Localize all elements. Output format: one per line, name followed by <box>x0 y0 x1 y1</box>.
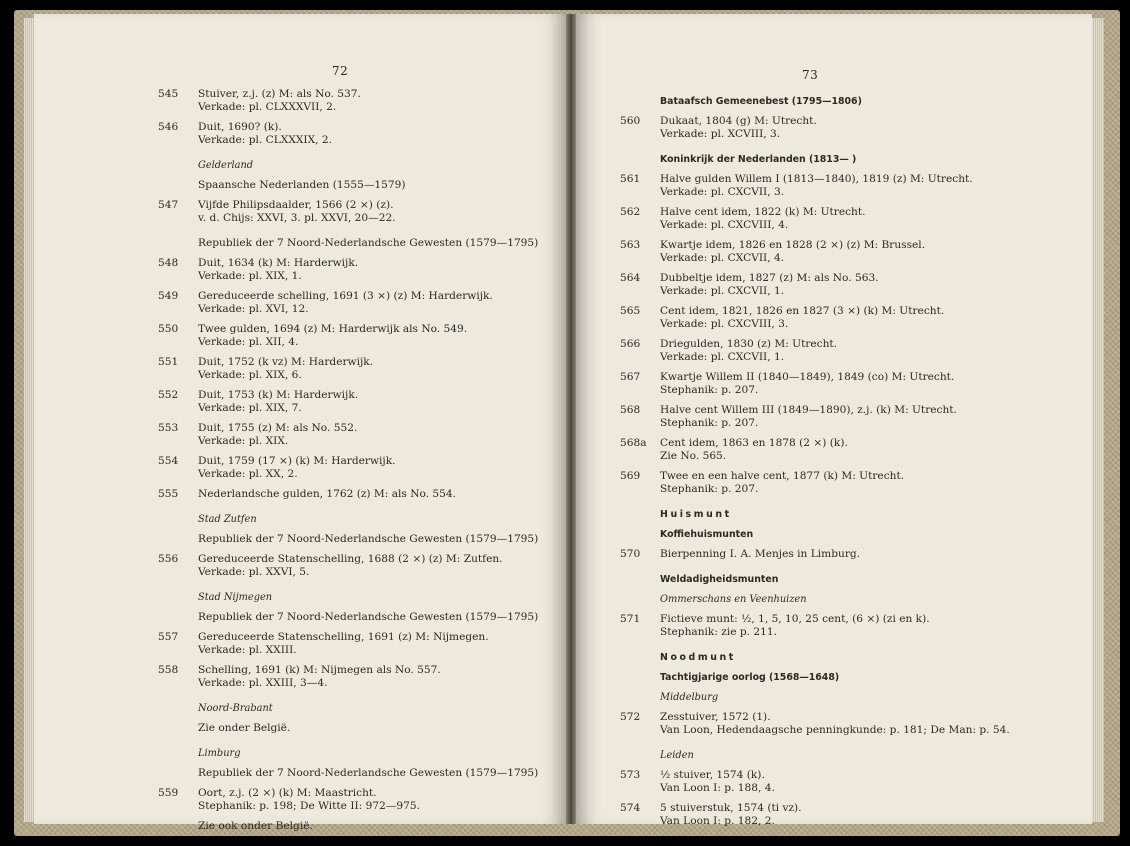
spacer <box>158 715 558 722</box>
spacer <box>620 795 1080 802</box>
catalogue-entry <box>158 121 558 147</box>
entry-description: Twee en een halve cent, 1877 (k) M: Utrecht. <box>660 470 905 482</box>
entry-number: 564 <box>620 272 641 284</box>
entry-description: ½ stuiver, 1574 (k). <box>660 769 765 781</box>
entry-number: 566 <box>620 338 641 350</box>
spacer <box>620 265 1080 272</box>
entry-reference: Verkade: pl. CXCVII, 3. <box>660 186 785 198</box>
region-heading: Gelderland <box>198 160 254 171</box>
section-heading: Tachtigjarige oorlog (1568—1648) <box>660 672 840 683</box>
entry-description: Dubbeltje idem, 1827 (z) M: als No. 563. <box>660 272 879 284</box>
section-heading: Weldadigheidsmunten <box>660 574 779 585</box>
entry-reference: Verkade: pl. XIX, 7. <box>198 402 302 414</box>
entry-number: 570 <box>620 548 641 560</box>
entry-reference: Zie No. 565. <box>660 450 727 462</box>
entry-description: Driegulden, 1830 (z) M: Utrecht. <box>660 338 838 350</box>
catalogue-entry <box>620 305 1080 331</box>
region-heading: Middelburg <box>660 692 719 703</box>
spacer <box>158 415 558 422</box>
entry-description: Kwartje Willem II (1840—1849), 1849 (co) M: Utrecht. <box>660 371 955 383</box>
spacer <box>158 283 558 290</box>
spacer <box>620 521 1080 528</box>
spacer <box>158 604 558 611</box>
catalogue-entry <box>620 206 1080 232</box>
spacer <box>620 639 1080 651</box>
page-edges-right <box>1092 18 1104 822</box>
entry-number: 567 <box>620 371 641 383</box>
spacer <box>620 232 1080 239</box>
entry-reference: Stephanik: p. 207. <box>660 384 759 396</box>
spacer <box>620 606 1080 613</box>
entry-reference: Verkade: pl. CLXXXIX, 2. <box>198 134 332 146</box>
entry-reference: Verkade: pl. XXVI, 5. <box>198 566 310 578</box>
section-heading: Noodmunt <box>660 652 736 663</box>
right-page-content <box>620 95 1080 828</box>
entry-description: Duit, 1634 (k) M: Harderwijk. <box>198 257 359 269</box>
entry-reference: Stephanik: p. 207. <box>660 483 759 495</box>
spacer <box>620 496 1080 508</box>
catalogue-entry <box>620 613 1080 639</box>
catalogue-entry <box>620 272 1080 298</box>
catalogue-entry <box>158 199 558 225</box>
entry-number: 558 <box>158 664 179 676</box>
spacer <box>158 316 558 323</box>
region-heading: Ommerschans en Veenhuizen <box>660 594 807 605</box>
left-page-content <box>158 88 558 833</box>
catalogue-entry <box>620 769 1080 795</box>
spacer <box>620 430 1080 437</box>
spacer <box>620 664 1080 671</box>
catalogue-entry <box>158 290 558 316</box>
section-heading: Zie ook onder België. <box>198 820 313 832</box>
spacer <box>158 690 558 702</box>
spacer <box>158 579 558 591</box>
entry-number: 568a <box>620 437 647 449</box>
catalogue-entry <box>158 323 558 349</box>
entry-description: Duit, 1752 (k vz) M: Harderwijk. <box>198 356 374 368</box>
page-number: 72 <box>332 64 349 78</box>
spacer <box>620 166 1080 173</box>
spacer <box>620 737 1080 749</box>
catalogue-entry <box>158 553 558 579</box>
entry-reference: Verkade: pl. XIX, 1. <box>198 270 302 282</box>
spacer <box>158 225 558 237</box>
spacer <box>620 561 1080 573</box>
entry-number: 548 <box>158 257 179 269</box>
entry-description: Cent idem, 1821, 1826 en 1827 (3 ×) (k) M: Utrecht. <box>660 305 945 317</box>
spacer <box>158 448 558 455</box>
entry-reference: Verkade: pl. XCVIII, 3. <box>660 128 781 140</box>
entry-number: 574 <box>620 802 641 814</box>
entry-description: Stuiver, z.j. (z) M: als No. 537. <box>198 88 361 100</box>
section-heading: Bataafsch Gemeenebest (1795—1806) <box>660 96 862 107</box>
entry-description: Duit, 1755 (z) M: als No. 552. <box>198 422 358 434</box>
spacer <box>158 526 558 533</box>
entry-description: Bierpenning I. A. Menjes in Limburg. <box>660 548 861 560</box>
entry-description: Duit, 1753 (k) M: Harderwijk. <box>198 389 359 401</box>
catalogue-entry <box>158 88 558 114</box>
entry-reference: v. d. Chijs: XXVI, 3. pl. XXVI, 20—22. <box>198 212 396 224</box>
entry-description: 5 stuiverstuk, 1574 (ti vz). <box>660 802 802 814</box>
spacer <box>158 382 558 389</box>
entry-number: 553 <box>158 422 179 434</box>
spacer <box>158 147 558 159</box>
spacer <box>620 108 1080 115</box>
entry-reference: Verkade: pl. CXCVII, 1. <box>660 351 785 363</box>
section-heading: Koninkrijk der Nederlanden (1813— ) <box>660 154 857 165</box>
spacer <box>158 501 558 513</box>
entry-description: Dukaat, 1804 (g) M: Utrecht. <box>660 115 817 127</box>
catalogue-entry <box>158 422 558 448</box>
entry-reference: Stephanik: p. 207. <box>660 417 759 429</box>
entry-reference: Verkade: pl. CXCVII, 1. <box>660 285 785 297</box>
entry-reference: Verkade: pl. XIX, 6. <box>198 369 302 381</box>
entry-description: Gereduceerde schelling, 1691 (3 ×) (z) M: Harderwijk. <box>198 290 493 302</box>
entry-number: 571 <box>620 613 641 625</box>
entry-description: Halve gulden Willem I (1813—1840), 1819 (z) M: Utrecht. <box>660 173 973 185</box>
spacer <box>158 192 558 199</box>
entry-reference: Verkade: pl. XX, 2. <box>198 468 298 480</box>
entry-reference: Stephanik: zie p. 211. <box>660 626 777 638</box>
catalogue-entry <box>620 371 1080 397</box>
catalogue-entry <box>620 711 1080 737</box>
spacer <box>158 780 558 787</box>
section-heading: Koffiehuismunten <box>660 529 754 540</box>
entry-description: Schelling, 1691 (k) M: Nijmegen als No. 557. <box>198 664 441 676</box>
section-heading: Huismunt <box>660 509 732 520</box>
spacer <box>620 463 1080 470</box>
entry-description: Fictieve munt: ½, 1, 5, 10, 25 cent, (6 ×) (zi en k). <box>660 613 930 625</box>
spacer <box>620 199 1080 206</box>
catalogue-entry <box>158 455 558 481</box>
spacer <box>158 349 558 356</box>
entry-reference: Verkade: pl. CLXXXVII, 2. <box>198 101 337 113</box>
spacer <box>620 397 1080 404</box>
entry-number: 560 <box>620 115 641 127</box>
spacer <box>620 684 1080 691</box>
entry-number: 551 <box>158 356 179 368</box>
section-heading: Republiek der 7 Noord-Nederlandsche Gewesten (1579—1795) <box>198 533 539 545</box>
spacer <box>158 624 558 631</box>
left-page <box>34 14 566 832</box>
region-heading: Limburg <box>198 748 241 759</box>
entry-reference: Van Loon I: p. 182, 2. <box>660 815 775 827</box>
spacer <box>158 546 558 553</box>
entry-description: Oort, z.j. (2 ×) (k) M: Maastricht. <box>198 787 377 799</box>
entry-reference: Van Loon I: p. 188, 4. <box>660 782 775 794</box>
spacer <box>158 481 558 488</box>
catalogue-entry <box>158 356 558 382</box>
spacer <box>620 141 1080 153</box>
section-heading: Spaansche Nederlanden (1555—1579) <box>198 179 406 191</box>
spacer <box>158 172 558 179</box>
catalogue-entry <box>158 664 558 690</box>
entry-description: Vijfde Philipsdaalder, 1566 (2 ×) (z). <box>198 199 394 211</box>
book-gutter <box>566 14 576 824</box>
spacer <box>158 657 558 664</box>
entry-number: 562 <box>620 206 641 218</box>
region-heading: Leiden <box>660 750 694 761</box>
catalogue-entry <box>620 173 1080 199</box>
entry-number: 552 <box>158 389 179 401</box>
catalogue-entry <box>158 488 558 501</box>
entry-reference: Verkade: pl. XXIII, 3—4. <box>198 677 328 689</box>
spacer <box>620 762 1080 769</box>
spacer <box>620 541 1080 548</box>
entry-reference: Verkade: pl. XVI, 12. <box>198 303 309 315</box>
catalogue-entry <box>620 802 1080 828</box>
entry-number: 561 <box>620 173 641 185</box>
entry-number: 550 <box>158 323 179 335</box>
entry-reference: Verkade: pl. XIX. <box>198 435 289 447</box>
entry-number: 546 <box>158 121 179 133</box>
section-heading: Republiek der 7 Noord-Nederlandsche Gewesten (1579—1795) <box>198 611 539 623</box>
entry-reference: Verkade: pl. CXCVIII, 3. <box>660 318 789 330</box>
catalogue-entry <box>158 787 558 813</box>
entry-reference: Van Loon, Hedendaagsche penningkunde: p. 181; De Man: p. 54. <box>660 724 1010 736</box>
catalogue-entry <box>620 437 1080 463</box>
entry-number: 547 <box>158 199 179 211</box>
catalogue-entry <box>158 257 558 283</box>
entry-description: Duit, 1759 (17 ×) (k) M: Harderwijk. <box>198 455 396 467</box>
entry-description: Kwartje idem, 1826 en 1828 (2 ×) (z) M: Brussel. <box>660 239 926 251</box>
entry-number: 568 <box>620 404 641 416</box>
entry-reference: Stephanik: p. 198; De Witte II: 972—975. <box>198 800 421 812</box>
entry-reference: Verkade: pl. CXCVIII, 4. <box>660 219 789 231</box>
entry-number: 559 <box>158 787 179 799</box>
entry-description: Gereduceerde Statenschelling, 1688 (2 ×) (z) M: Zutfen. <box>198 553 503 565</box>
catalogue-entry <box>620 470 1080 496</box>
spacer <box>158 760 558 767</box>
entry-description: Cent idem, 1863 en 1878 (2 ×) (k). <box>660 437 848 449</box>
catalogue-entry <box>158 389 558 415</box>
spacer <box>620 586 1080 593</box>
spacer <box>620 298 1080 305</box>
spacer <box>158 735 558 747</box>
entry-number: 555 <box>158 488 179 500</box>
entry-number: 554 <box>158 455 179 467</box>
entry-number: 549 <box>158 290 179 302</box>
entry-description: Halve cent Willem III (1849—1890), z.j. (k) M: Utrecht. <box>660 404 957 416</box>
catalogue-entry <box>620 548 1080 561</box>
catalogue-entry <box>158 631 558 657</box>
right-page <box>576 14 1092 827</box>
entry-description: Gereduceerde Statenschelling, 1691 (z) M: Nijmegen. <box>198 631 489 643</box>
catalogue-entry <box>620 404 1080 430</box>
entry-number: 569 <box>620 470 641 482</box>
entry-reference: Verkade: pl. XII, 4. <box>198 336 299 348</box>
entry-description: Zesstuiver, 1572 (1). <box>660 711 771 723</box>
page-number: 73 <box>802 68 819 82</box>
spacer <box>620 331 1080 338</box>
catalogue-entry <box>620 338 1080 364</box>
entry-number: 557 <box>158 631 179 643</box>
region-heading: Stad Nijmegen <box>198 592 273 603</box>
entry-description: Nederlandsche gulden, 1762 (z) M: als No. 554. <box>198 488 457 500</box>
region-heading: Stad Zutfen <box>198 514 257 525</box>
entry-reference: Verkade: pl. XXIII. <box>198 644 297 656</box>
catalogue-entry <box>620 239 1080 265</box>
catalogue-entry <box>620 115 1080 141</box>
entry-number: 556 <box>158 553 179 565</box>
entry-description: Halve cent idem, 1822 (k) M: Utrecht. <box>660 206 866 218</box>
entry-reference: Verkade: pl. CXCVII, 4. <box>660 252 785 264</box>
entry-description: Duit, 1690? (k). <box>198 121 282 133</box>
spacer <box>158 250 558 257</box>
entry-number: 573 <box>620 769 641 781</box>
entry-number: 545 <box>158 88 179 100</box>
section-heading: Republiek der 7 Noord-Nederlandsche Gewesten (1579—1795) <box>198 767 539 779</box>
entry-number: 572 <box>620 711 641 723</box>
page-edges-left <box>24 18 34 822</box>
spacer <box>620 364 1080 371</box>
section-heading: Zie onder België. <box>198 722 291 734</box>
section-heading: Republiek der 7 Noord-Nederlandsche Gewesten (1579—1795) <box>198 237 539 249</box>
entry-description: Twee gulden, 1694 (z) M: Harderwijk als No. 549. <box>198 323 468 335</box>
entry-number: 565 <box>620 305 641 317</box>
entry-number: 563 <box>620 239 641 251</box>
spacer <box>620 704 1080 711</box>
spacer <box>158 813 558 820</box>
region-heading: Noord-Brabant <box>198 703 273 714</box>
spacer <box>158 114 558 121</box>
